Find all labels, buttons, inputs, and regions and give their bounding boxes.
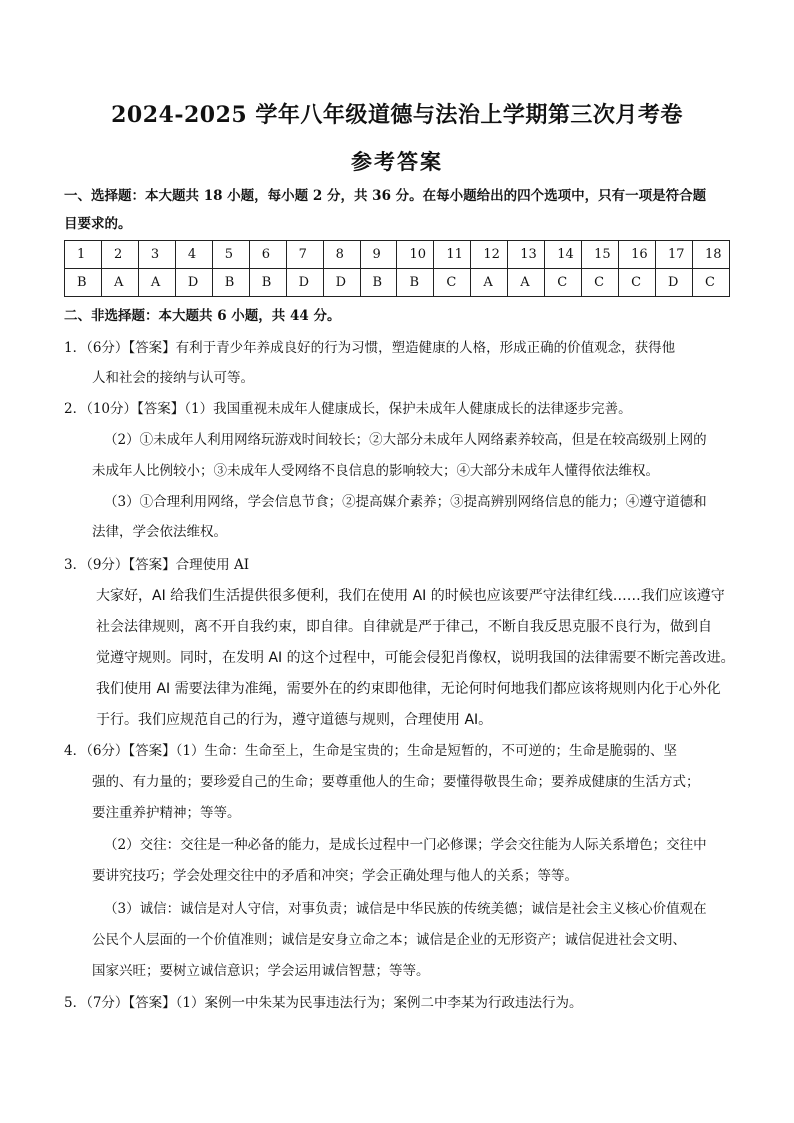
q3-line1: 3．（9分）【答案】合理使用 AI <box>64 557 250 573</box>
question-number-cell: 11 <box>434 241 471 269</box>
answer-cell: B <box>212 269 249 297</box>
q4-line6: （3）诚信：诚信是对人守信，对事负责；诚信是中华民族的传统美德；诚信是社会主义核心价值观在 <box>104 901 707 917</box>
q3-paragraph-line2: 社会法律规则，离不开自我约束，即自律。自律就是严于律己，不断自我反思克服不良行为，做到自 <box>96 619 712 635</box>
q2-line3: 未成年人比例较小；③未成年人受网络不良信息的影响较大；④大部分未成年人懂得依法维权。 <box>92 463 659 479</box>
question-number-cell: 5 <box>212 241 249 269</box>
q3-paragraph-line4: 我们使用 AI 需要法律为准绳，需要外在的约束即他律，无论何时何地我们都应该将规则内化于心外化 <box>96 681 721 697</box>
answer-cell: B <box>397 269 434 297</box>
answer-cell: A <box>138 269 175 297</box>
answer-cell: A <box>471 269 508 297</box>
question-number-cell: 2 <box>101 241 138 269</box>
question-number-cell: 12 <box>471 241 508 269</box>
answer-table-answer-row <box>65 269 730 297</box>
q5-line1: 5．（7分）【答案】（1）案例一中朱某为民事违法行为；案例二中李某为行政违法行为。 <box>64 995 583 1011</box>
q4-line4: （2）交往：交往是一种必备的能力，是成长过程中一门必修课；学会交往能为人际关系增色；交往中 <box>104 837 707 853</box>
question-number-cell: 18 <box>692 241 729 269</box>
question-number-cell: 3 <box>138 241 175 269</box>
answer-cell: C <box>434 269 471 297</box>
answer-cell: D <box>323 269 360 297</box>
q4-line3: 要注重养护精神；等等。 <box>92 805 241 821</box>
question-number-cell: 17 <box>656 241 693 269</box>
answer-cell: A <box>508 269 545 297</box>
answer-cell: B <box>65 269 102 297</box>
answer-cell: B <box>249 269 286 297</box>
question-number-cell: 15 <box>582 241 619 269</box>
q2-line4: （3）①合理利用网络，学会信息节食；②提高媒介素养；③提高辨别网络信息的能力；④遵守道德和 <box>104 494 707 510</box>
answer-cell: C <box>692 269 729 297</box>
q3-paragraph-line5: 于行。我们应规范自己的行为，遵守道德与规则，合理使用 AI。 <box>96 712 493 728</box>
q2-line1: 2．（10分）【答案】（1）我国重视未成年人健康成长，保护未成年人健康成长的法律逐步完善。 <box>64 401 632 417</box>
q3-paragraph-line1: 大家好，AI 给我们生活提供很多便利，我们在使用 AI 的时候也应该要严守法律红线……我们应该遵守 <box>96 588 725 604</box>
q4-line1: 4．（6分）【答案】（1）生命：生命至上，生命是宝贵的；生命是短暂的，不可逆的；生命是脆弱的、坚 <box>64 743 678 759</box>
page-subtitle: 参考答案 <box>351 149 443 174</box>
answer-cell: D <box>286 269 323 297</box>
answer-table <box>64 240 730 297</box>
question-number-cell: 7 <box>286 241 323 269</box>
answer-cell: A <box>101 269 138 297</box>
q4-line2: 强的、有力量的；要珍爱自己的生命；要尊重他人的生命；要懂得敬畏生命；要养成健康的生活方式； <box>92 774 700 790</box>
q1-line1: 1．（6分）【答案】有利于青少年养成良好的行为习惯，塑造健康的人格，形成正确的价值观念，获得他 <box>64 340 676 356</box>
question-number-cell: 16 <box>619 241 656 269</box>
q3-paragraph-line3: 觉遵守规则。同时，在发明 AI 的这个过程中，可能会侵犯肖像权，说明我国的法律需要不断完善改进。 <box>96 650 735 666</box>
section2-heading: 二、非选择题：本大题共 6 小题，共 44 分。 <box>64 308 341 324</box>
question-number-cell: 6 <box>249 241 286 269</box>
answer-cell: D <box>656 269 693 297</box>
answer-table-number-row <box>65 241 730 269</box>
q4-line8: 国家兴旺；要树立诚信意识；学会运用诚信智慧；等等。 <box>92 963 430 979</box>
q2-line5: 法律，学会依法维权。 <box>92 524 227 540</box>
answer-cell: C <box>545 269 582 297</box>
q1-line2: 人和社会的接纳与认可等。 <box>92 370 254 386</box>
answer-cell: C <box>619 269 656 297</box>
question-number-cell: 8 <box>323 241 360 269</box>
question-number-cell: 1 <box>65 241 102 269</box>
answer-cell: D <box>175 269 212 297</box>
answer-cell: C <box>582 269 619 297</box>
question-number-cell: 9 <box>360 241 397 269</box>
question-number-cell: 10 <box>397 241 434 269</box>
page-title: 2024-2025 学年八年级道德与法治上学期第三次月考卷 <box>111 102 683 128</box>
question-number-cell: 14 <box>545 241 582 269</box>
q4-line5: 要讲究技巧；学会处理交往中的矛盾和冲突；学会正确处理与他人的关系；等等。 <box>92 868 578 884</box>
answer-cell: B <box>360 269 397 297</box>
question-number-cell: 13 <box>508 241 545 269</box>
question-number-cell: 4 <box>175 241 212 269</box>
section1-heading-line1: 一、选择题：本大题共 18 小题，每小题 2 分，共 36 分。在每小题给出的四个选项中，只有一项是符合题 <box>64 188 707 204</box>
section1-heading-line2: 目要求的。 <box>64 216 132 232</box>
q4-line7: 公民个人层面的一个价值准则；诚信是安身立命之本；诚信是企业的无形资产；诚信促进社会文明、 <box>92 932 686 948</box>
q2-line2: （2）①未成年人利用网络玩游戏时间较长；②大部分未成年人网络素养较高，但是在较高级别上网的 <box>104 432 707 448</box>
